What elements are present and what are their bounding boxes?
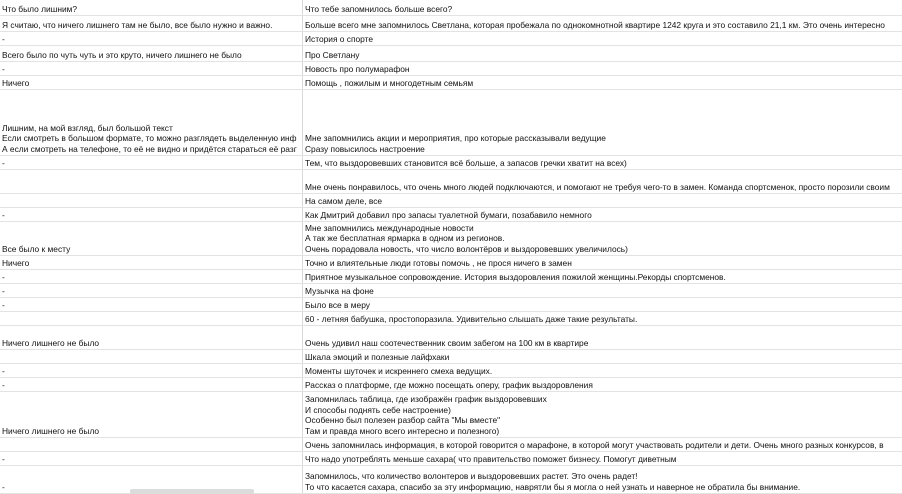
table-row bbox=[0, 16, 902, 32]
table-row bbox=[0, 194, 902, 208]
cell-text: Помощь , пожилым и многодетным семьям bbox=[305, 77, 474, 88]
table-row bbox=[0, 170, 902, 194]
cell-text: - bbox=[2, 453, 5, 464]
answer-cell-extra[interactable] bbox=[0, 46, 303, 61]
table-row bbox=[0, 76, 902, 90]
answer-cell-memorable[interactable] bbox=[303, 222, 902, 255]
cell-text: Было все в меру bbox=[305, 299, 370, 310]
cell-text: - bbox=[2, 209, 5, 220]
cell-text: История о спорте bbox=[305, 33, 374, 44]
horizontal-scrollbar[interactable] bbox=[130, 489, 254, 494]
table-row bbox=[0, 298, 902, 312]
answer-cell-extra[interactable] bbox=[0, 62, 303, 75]
cell-text: - bbox=[2, 285, 5, 296]
cell-text: Рассказ о платформе, где можно посещать оперу, график выздоровления bbox=[305, 379, 593, 390]
answer-cell-extra[interactable] bbox=[0, 350, 303, 363]
answer-cell-memorable[interactable] bbox=[303, 90, 902, 155]
header-label: Что было лишним? bbox=[2, 3, 78, 14]
table-row bbox=[0, 284, 902, 298]
table-row bbox=[0, 90, 902, 156]
answer-cell-extra[interactable] bbox=[0, 32, 303, 45]
table-row bbox=[0, 452, 902, 466]
answer-cell-memorable[interactable] bbox=[303, 270, 902, 283]
cell-text: Я считаю, что ничего лишнего там не было, все было нужно и важно. bbox=[2, 19, 273, 30]
cell-text: Больше всего мне запомнилось Светлана, которая пробежала по однокомнотной квартире 1242 круга и это составило 21,1 км. Это очень интересно bbox=[305, 19, 885, 30]
cell-text: А если смотреть на телефоне, то её не видно и придётся стараться её разг bbox=[2, 143, 297, 154]
answer-cell-memorable[interactable] bbox=[303, 32, 902, 45]
answer-cell-memorable[interactable] bbox=[303, 378, 902, 391]
cell-text: Очень порадовала новость, что число волонтёров и выздоровевших увеличилось) bbox=[305, 243, 628, 254]
cell-text: Очень удивил наш соотечественник своим забегом на 100 км в квартире bbox=[305, 337, 589, 348]
cell-text: - bbox=[2, 157, 5, 168]
cell-text: Особенно был полезен разбор сайта "Мы вместе" bbox=[305, 415, 501, 425]
table-row bbox=[0, 222, 902, 256]
cell-text: Мне запомнились международные новости bbox=[305, 222, 474, 233]
answer-cell-memorable[interactable] bbox=[303, 284, 902, 297]
table-row bbox=[0, 32, 902, 46]
answer-cell-memorable[interactable] bbox=[303, 208, 902, 221]
header-cell-memorable[interactable] bbox=[303, 0, 902, 15]
answer-cell-memorable[interactable] bbox=[303, 466, 902, 493]
answer-cell-extra[interactable] bbox=[0, 90, 303, 155]
cell-text: А так же бесплатная ярмарка в одном из регионов. bbox=[305, 233, 505, 243]
cell-text: Ничего лишнего не было bbox=[2, 337, 100, 348]
cell-text: Приятное музыкальное сопровождение. История выздоровления пожилой женщины.Рекорды спортсменов. bbox=[305, 271, 726, 282]
cell-text: Ничего bbox=[2, 257, 30, 268]
cell-text: Новость про полумарафон bbox=[305, 63, 410, 74]
answer-cell-memorable[interactable] bbox=[303, 350, 902, 363]
cell-text: Всего было по чуть чуть и это круто, ничего лишнего не было bbox=[2, 49, 242, 60]
answer-cell-extra[interactable] bbox=[0, 378, 303, 391]
cell-text: Про Светлану bbox=[305, 49, 360, 60]
cell-text: Запомнилось, что количество волонтеров и выздоровевших растет. Это очень радет! bbox=[305, 471, 638, 481]
answer-cell-extra[interactable] bbox=[0, 256, 303, 269]
cell-text: Моменты шуточек и искреннего смеха ведущих. bbox=[305, 365, 493, 376]
cell-text: - bbox=[2, 271, 5, 282]
answer-cell-extra[interactable] bbox=[0, 452, 303, 465]
answer-cell-extra[interactable] bbox=[0, 208, 303, 221]
cell-text: Что надо употреблять меньше сахара( что правительство поможет бизнесу. Помогут диветным bbox=[305, 453, 677, 464]
answer-cell-extra[interactable] bbox=[0, 438, 303, 451]
answer-cell-memorable[interactable] bbox=[303, 170, 902, 193]
answer-cell-extra[interactable] bbox=[0, 364, 303, 377]
cell-text: Сразу повысилось настроение bbox=[305, 143, 425, 154]
header-cell-extra[interactable] bbox=[0, 0, 303, 15]
header-row bbox=[0, 0, 902, 16]
answer-cell-memorable[interactable] bbox=[303, 452, 902, 465]
answer-cell-extra[interactable] bbox=[0, 284, 303, 297]
answer-cell-extra[interactable] bbox=[0, 156, 303, 169]
cell-text: - bbox=[2, 379, 5, 390]
answer-cell-extra[interactable] bbox=[0, 312, 303, 325]
answer-cell-memorable[interactable] bbox=[303, 298, 902, 311]
cell-text: То что касается сахара, спасибо за эту информацию, наврятли бы я могла о ней узнать и наверное не обратила бы внимание. bbox=[305, 481, 801, 492]
cell-text: Музычка на фоне bbox=[305, 285, 374, 296]
cell-text: Мне запомнились акции и мероприятия, про которые рассказывали ведущие bbox=[305, 133, 606, 143]
answer-cell-memorable[interactable] bbox=[303, 326, 902, 349]
cell-text: И способы поднять себе настроение) bbox=[305, 404, 451, 415]
answer-cell-memorable[interactable] bbox=[303, 46, 902, 61]
answer-cell-extra[interactable] bbox=[0, 194, 303, 207]
answer-cell-memorable[interactable] bbox=[303, 364, 902, 377]
table-row bbox=[0, 256, 902, 270]
answer-cell-extra[interactable] bbox=[0, 326, 303, 349]
answer-cell-memorable[interactable] bbox=[303, 194, 902, 207]
cell-text: 60 - летняя бабушка, простопоразила. Удивительно слышать даже такие результаты. bbox=[305, 313, 638, 324]
table-row bbox=[0, 438, 902, 452]
table-row bbox=[0, 312, 902, 326]
cell-text: Очень запомнилась информация, в которой говорится о марафоне, в которой могут участвовать родители и дети. Очень много разных конкурсов, в bbox=[305, 439, 884, 450]
answer-cell-extra[interactable] bbox=[0, 298, 303, 311]
table-row bbox=[0, 270, 902, 284]
cell-text: Мне очень понравилось, что очень много людей подключаются, и помогают не требуя чего-то в замен. Команда спортсменок, просто порозили своим bbox=[305, 181, 890, 192]
cell-text: - bbox=[2, 299, 5, 310]
answer-cell-memorable[interactable] bbox=[303, 76, 902, 89]
answer-cell-extra[interactable] bbox=[0, 222, 303, 255]
answer-cell-memorable[interactable] bbox=[303, 256, 902, 269]
cell-text: - bbox=[2, 481, 5, 492]
table-row bbox=[0, 378, 902, 392]
cell-text: - bbox=[2, 33, 5, 44]
cell-text: Шкала эмоций и полезные лайфхаки bbox=[305, 351, 450, 362]
answer-cell-extra[interactable] bbox=[0, 392, 303, 437]
answer-cell-memorable[interactable] bbox=[303, 62, 902, 75]
cell-text: Если смотреть в большом формате, то можно разглядеть выделенную инф bbox=[2, 133, 297, 143]
header-label: Что тебе запомнилось больше всего? bbox=[305, 3, 453, 14]
table-row bbox=[0, 392, 902, 438]
cell-text: - bbox=[2, 63, 5, 74]
cell-text: Все было к месту bbox=[2, 243, 71, 254]
answer-cell-memorable[interactable] bbox=[303, 312, 902, 325]
answer-cell-extra[interactable] bbox=[0, 170, 303, 193]
cell-text: Тем, что выздоровевших становится всё больше, а запасов гречки хватит на всех) bbox=[305, 157, 627, 168]
table-row bbox=[0, 62, 902, 76]
answer-cell-memorable[interactable] bbox=[303, 16, 902, 31]
cell-text: Точно и влиятельные люди готовы помочь , не прося ничего в замен bbox=[305, 257, 572, 268]
table-row bbox=[0, 156, 902, 170]
cell-text: Ничего лишнего не было bbox=[2, 425, 100, 436]
cell-text: Как Дмитрий добавил про запасы туалетной бумаги, позабавило немного bbox=[305, 209, 592, 220]
cell-text: Запомнилась таблица, где изображён график выздоровевших bbox=[305, 394, 547, 404]
cell-text: Ничего bbox=[2, 77, 30, 88]
cell-text: Там и правда много всего интересно и полезного) bbox=[305, 425, 500, 436]
table-row bbox=[0, 364, 902, 378]
table-row bbox=[0, 208, 902, 222]
table-row bbox=[0, 350, 902, 364]
answer-cell-memorable[interactable] bbox=[303, 392, 902, 437]
answer-cell-memorable[interactable] bbox=[303, 438, 902, 451]
cell-text: На самом деле, все bbox=[305, 195, 383, 206]
answer-cell-extra[interactable] bbox=[0, 270, 303, 283]
answer-cell-extra[interactable] bbox=[0, 76, 303, 89]
answer-cell-extra[interactable] bbox=[0, 16, 303, 31]
table-row bbox=[0, 46, 902, 62]
answer-cell-memorable[interactable] bbox=[303, 156, 902, 169]
table-row bbox=[0, 326, 902, 350]
cell-text: - bbox=[2, 365, 5, 376]
cell-text: Лишним, на мой взгляд, был большой текст bbox=[2, 122, 173, 133]
